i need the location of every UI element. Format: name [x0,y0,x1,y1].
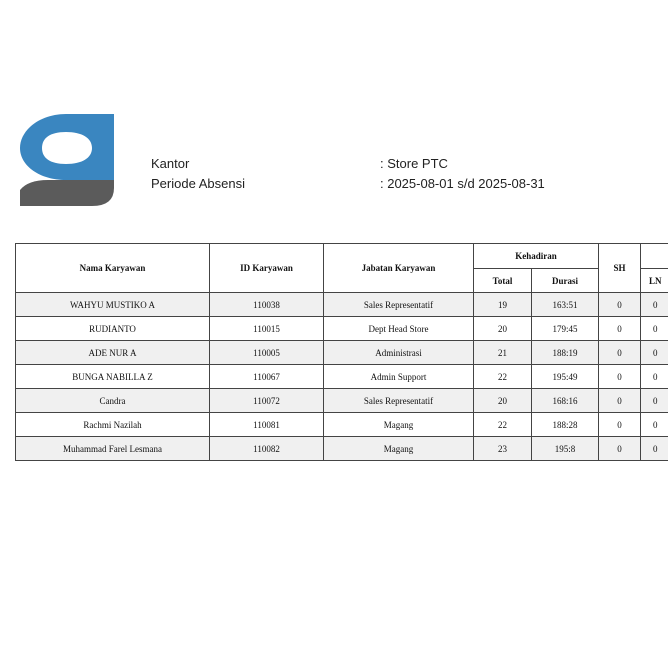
g-logo-icon [18,110,118,210]
cell-durasi: 188:28 [532,413,599,437]
cell-sh: 0 [599,413,641,437]
cell-id: 110067 [210,365,324,389]
cell-durasi: 179:45 [532,317,599,341]
cell-durasi: 195:49 [532,365,599,389]
header-jabatan: Jabatan Karyawan [324,244,474,293]
cell-jabatan: Dept Head Store [324,317,474,341]
cell-sh: 0 [599,365,641,389]
cell-id: 110072 [210,389,324,413]
cell-id: 110005 [210,341,324,365]
table-row [16,389,668,413]
cell-id: 110081 [210,413,324,437]
cell-id: 110082 [210,437,324,461]
header-ln: LN [641,269,668,293]
cell-ln: 0 [641,293,668,317]
cell-ln: 0 [641,341,668,365]
cell-jabatan: Sales Representatif [324,389,474,413]
cell-id: 110015 [210,317,324,341]
cell-total: 20 [474,389,532,413]
cell-jabatan: Administrasi [324,341,474,365]
cell-ln: 0 [641,365,668,389]
cell-nama: Candra [16,389,210,413]
cell-total: 23 [474,437,532,461]
header-nama: Nama Karyawan [16,244,210,293]
header-durasi: Durasi [532,269,599,293]
cell-total: 19 [474,293,532,317]
cell-ln: 0 [641,413,668,437]
cell-nama: Rachmi Nazilah [16,413,210,437]
cell-nama: WAHYU MUSTIKO A [16,293,210,317]
cell-nama: ADE NUR A [16,341,210,365]
header-sh: SH [599,244,641,293]
report-info-values [380,154,545,194]
cell-sh: 0 [599,437,641,461]
cell-sh: 0 [599,389,641,413]
cell-total: 22 [474,413,532,437]
header-blank [641,244,668,269]
cell-jabatan: Admin Support [324,365,474,389]
table-row [16,437,668,461]
cell-total: 21 [474,341,532,365]
cell-sh: 0 [599,293,641,317]
cell-sh: 0 [599,341,641,365]
cell-id: 110038 [210,293,324,317]
report-info-labels [151,154,245,194]
table-row [16,341,668,365]
cell-nama: Muhammad Farel Lesmana [16,437,210,461]
cell-ln: 0 [641,437,668,461]
table-row [16,317,668,341]
cell-nama: RUDIANTO [16,317,210,341]
header-kehadiran: Kehadiran [474,244,599,269]
header-id: ID Karyawan [210,244,324,293]
cell-sh: 0 [599,317,641,341]
cell-durasi: 168:16 [532,389,599,413]
cell-durasi: 188:19 [532,341,599,365]
cell-total: 22 [474,365,532,389]
cell-durasi: 163:51 [532,293,599,317]
value-periode: : 2025-08-01 s/d 2025-08-31 [380,176,545,191]
cell-jabatan: Sales Representatif [324,293,474,317]
value-kantor: : Store PTC [380,156,448,171]
cell-nama: BUNGA NABILLA Z [16,365,210,389]
cell-durasi: 195:8 [532,437,599,461]
attendance-table-container [15,243,668,461]
table-row [16,365,668,389]
table-row [16,413,668,437]
label-periode: Periode Absensi [151,176,245,191]
cell-jabatan: Magang [324,413,474,437]
cell-jabatan: Magang [324,437,474,461]
table-row [16,293,668,317]
header-total: Total [474,269,532,293]
cell-ln: 0 [641,317,668,341]
label-kantor: Kantor [151,156,190,171]
attendance-table [15,243,668,461]
cell-ln: 0 [641,389,668,413]
cell-total: 20 [474,317,532,341]
